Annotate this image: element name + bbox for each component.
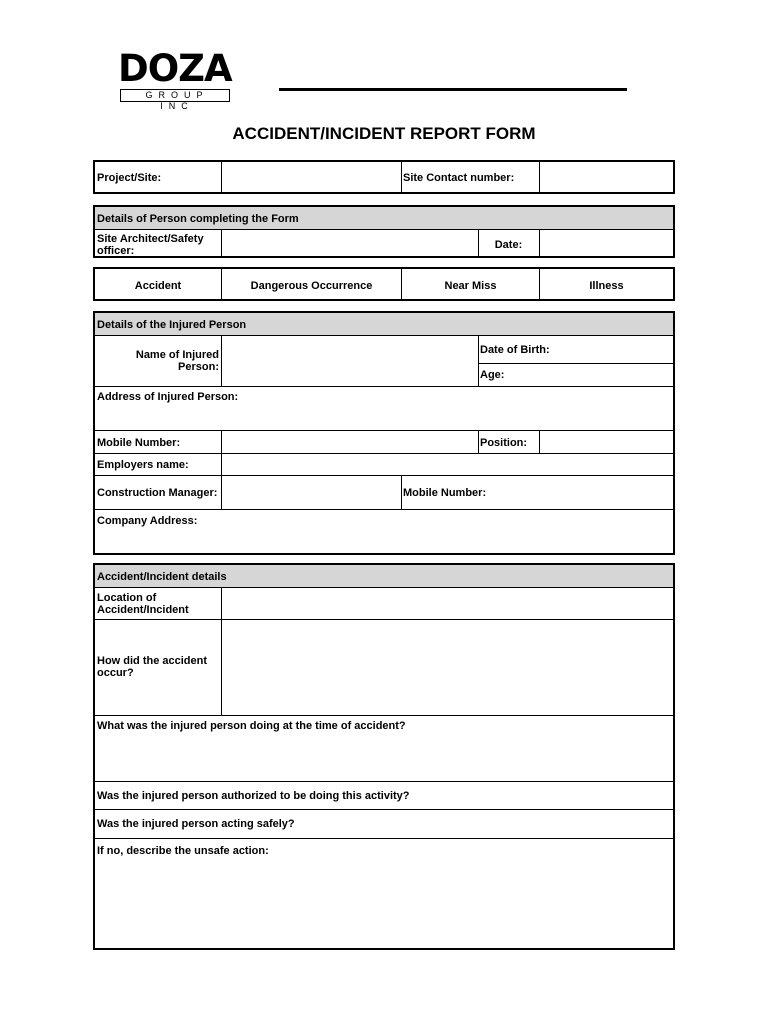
employer-label: Employers name: xyxy=(97,459,189,471)
project-site-field[interactable] xyxy=(222,162,401,192)
company-address-label: Company Address: xyxy=(97,515,198,527)
construction-manager-field[interactable] xyxy=(222,476,401,509)
position-field[interactable] xyxy=(540,431,673,453)
project-table xyxy=(93,160,675,194)
incident-type-table xyxy=(93,267,675,301)
position-label: Position: xyxy=(480,437,528,449)
page-title: ACCIDENT/INCIDENT REPORT FORM xyxy=(232,124,536,143)
authorized-label: Was the injured person authorized to be doing this activity? xyxy=(97,790,410,802)
date-field[interactable] xyxy=(540,230,673,256)
employer-field[interactable] xyxy=(222,454,673,475)
unsafe-label: If no, describe the unsafe action: xyxy=(97,845,269,857)
dob-label: Date of Birth: xyxy=(480,344,550,356)
completer-heading: Details of Person completing the Form xyxy=(97,213,299,225)
completer-table xyxy=(93,205,675,258)
site-contact-label: Site Contact number: xyxy=(403,172,515,184)
injured-name-label: Name of Injured Person: xyxy=(135,349,219,373)
site-architect-field[interactable] xyxy=(222,230,478,256)
type-accident[interactable]: Accident xyxy=(134,280,182,292)
mobile-field[interactable] xyxy=(222,431,478,453)
logo-subtitle: GROUP INC xyxy=(120,89,230,102)
injured-person-table xyxy=(93,311,675,555)
site-architect-label: Site Architect/Safety officer: xyxy=(97,233,204,257)
injured-heading: Details of the Injured Person xyxy=(97,319,247,331)
cm-mobile-label: Mobile Number: xyxy=(403,487,487,499)
safely-label: Was the injured person acting safely? xyxy=(97,818,295,830)
construction-manager-label: Construction Manager: xyxy=(97,487,218,499)
doing-label: What was the injured person doing at the time of accident? xyxy=(97,720,406,732)
location-label: Location of Accident/Incident xyxy=(97,592,189,616)
project-site-label: Project/Site: xyxy=(97,172,162,184)
injured-name-field[interactable] xyxy=(222,336,478,386)
header-line xyxy=(279,88,627,91)
site-contact-field[interactable] xyxy=(540,162,673,192)
how-label: How did the accident occur? xyxy=(97,655,208,679)
type-illness[interactable]: Illness xyxy=(589,280,624,292)
type-near-miss[interactable]: Near Miss xyxy=(444,280,497,292)
age-label: Age: xyxy=(480,369,505,381)
logo-wordmark: DOZA xyxy=(118,47,232,90)
mobile-label: Mobile Number: xyxy=(97,437,181,449)
details-heading: Accident/Incident details xyxy=(97,571,227,583)
date-label: Date: xyxy=(494,239,523,251)
type-dangerous-occurrence[interactable]: Dangerous Occurrence xyxy=(250,280,373,292)
address-label: Address of Injured Person: xyxy=(97,391,239,403)
how-field[interactable] xyxy=(222,620,673,715)
location-field[interactable] xyxy=(222,588,673,619)
accident-details-table xyxy=(93,563,675,950)
